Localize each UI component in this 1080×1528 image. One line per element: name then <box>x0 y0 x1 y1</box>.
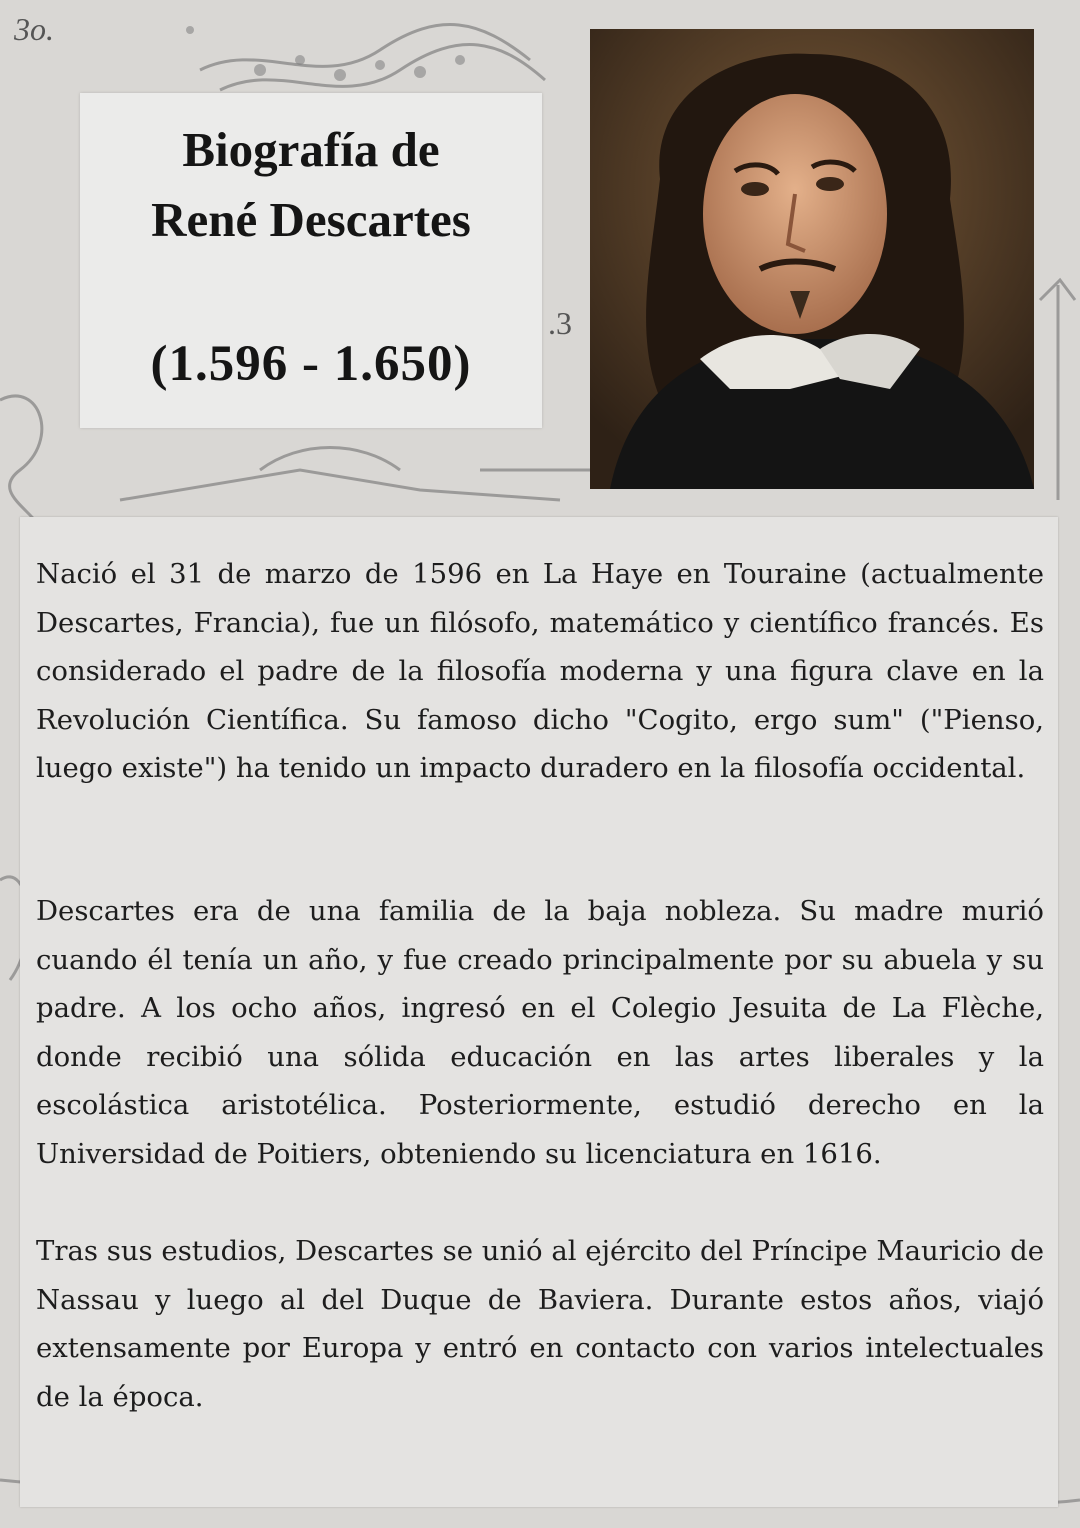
paragraph-2: Descartes era de una familia de la baja nobleza. Su madre murió cuando él tenía un año, y fue creado principalmente por su abuela y su padre. A los ocho años, ingresó en el Colegio Jesuita de La Flèche, donde recibió una sólida educación en las artes liberales y la escolástica aristotélica. Posteriormente, estudió derecho en la Universidad de Poitiers, obteniendo su licenciatura en 1616. <box>36 895 1044 1170</box>
title-line-2: René Descartes <box>151 192 471 247</box>
title-line-1: Biografía de <box>182 122 440 177</box>
life-dates: (1.596 - 1.650) <box>150 336 472 392</box>
portrait-illustration <box>590 29 1034 489</box>
biography-text-panel <box>20 517 1058 1507</box>
paragraph-1: Nació el 31 de marzo de 1596 en La Haye en Touraine (actualmente Descartes, Francia), fue un filósofo, matemático y científico francés. Es considerado el padre de la filosofía moderna y una figura clave en la Revolución Científica. Su famoso dicho "Cogito, ergo sum" ("Pienso, luego existe") ha tenido un impacto duradero en la filosofía occidental. <box>36 558 1044 785</box>
title-box <box>80 93 542 428</box>
portrait-image <box>590 29 1034 489</box>
background-mark-top-left: 3o. <box>14 11 54 47</box>
paragraph-3: Tras sus estudios, Descartes se unió al ejército del Príncipe Mauricio de Nassau y luego al del Duque de Baviera. Durante estos años, viajó extensamente por Europa y entró en contacto con varios intelectuales de la época. <box>36 1235 1044 1413</box>
background-mark-middle: .3 <box>548 305 572 341</box>
